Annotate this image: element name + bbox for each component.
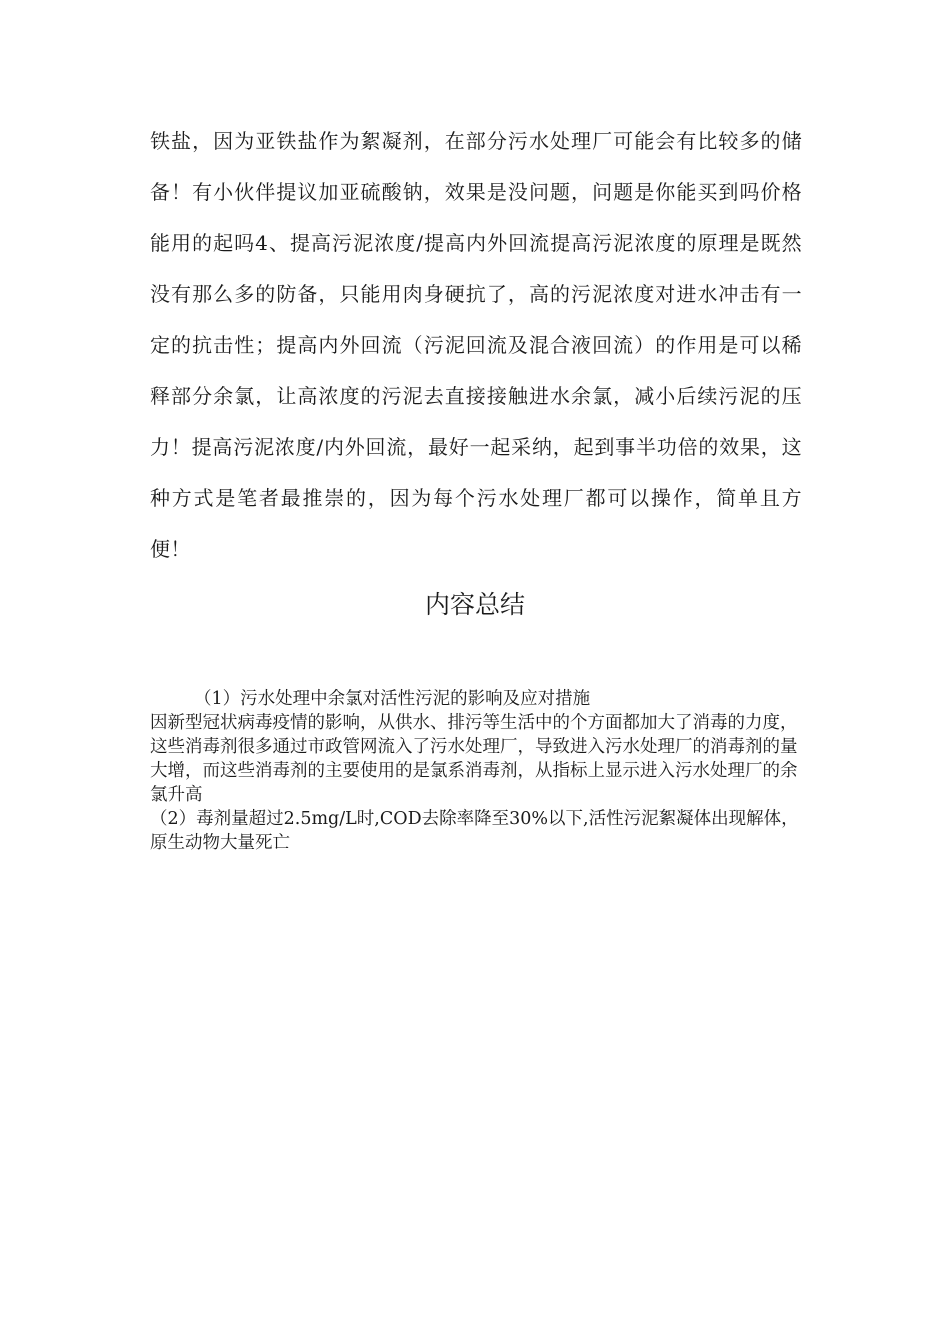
body-paragraph: 铁盐，因为亚铁盐作为絮凝剂，在部分污水处理厂可能会有比较多的储备！有小伙伴提议加亚硫酸钠，效果是没问题，问题是你能买到吗价格能用的起吗4、提高污泥浓度/提高内外回流提高污泥浓度的原理是既然没有那么多的防备，只能用肉身硬抗了，高的污泥浓度对进水冲击有一定的抗击性；提高内外回流（污泥回流及混合液回流）的作用是可以稀释部分余氯，让高浓度的污泥去直接接触进水余氯，减小后续污泥的压力！提高污泥浓度/内外回流，最好一起采纳，起到事半功倍的效果，这种方式是笔者最推崇的，因为每个污水处理厂都可以操作，简单且方便！ — [150, 129, 802, 561]
summary-section — [150, 687, 802, 855]
summary-item-2-text: （2）毒剂量超过2.5mg/L时,COD去除率降至30%以下,活性污泥絮凝体出现解体，原生动物大量死亡 — [150, 809, 799, 853]
summary-item-1-title: （1）污水处理中余氯对活性污泥的影响及应对措施 — [194, 689, 591, 709]
summary-item-1-text: 因新型冠状病毒疫情的影响，从供水、排污等生活中的个方面都加大了消毒的力度，这些消毒剂很多通过市政管网流入了污水处理厂，导致进入污水处理厂的消毒剂的量大增，而这些消毒剂的主要使用的是氯系消毒剂，从指标上显示进入污水处理厂的余氯升高 — [150, 713, 798, 805]
summary-title: 内容总结 — [424, 590, 525, 619]
